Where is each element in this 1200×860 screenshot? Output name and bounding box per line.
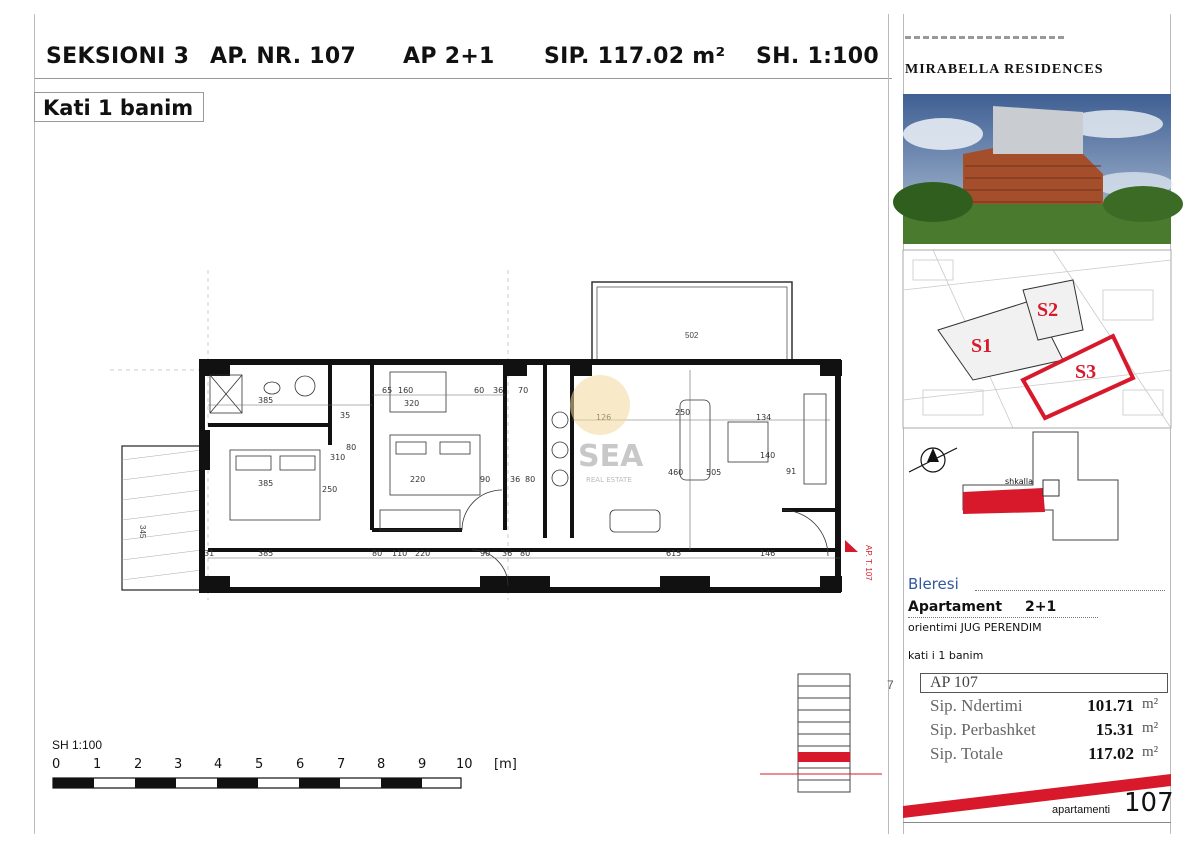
orientation-marker-icon — [845, 540, 858, 552]
dim-top-5: 36 — [493, 386, 504, 395]
scale-tick-3: 3 — [174, 757, 183, 772]
scale-unit: [m] — [494, 757, 517, 772]
scale-tick-9: 9 — [418, 757, 427, 772]
dim-top-2: 160 — [398, 386, 414, 395]
dim-bot-8: 615 — [666, 549, 682, 558]
area-row-label-2: Sip. Perbashket — [930, 720, 1036, 739]
area-row-unit-1: m² — [1142, 696, 1159, 712]
apartment-underline — [908, 617, 1098, 618]
dim-top-1: 385 — [258, 396, 274, 405]
dim-mid-12: 80 — [346, 443, 357, 452]
scale-tick-8: 8 — [377, 757, 386, 772]
header-type: AP 2+1 — [403, 44, 495, 69]
orientation-label: AP. T. 107 — [864, 545, 873, 581]
area-row-label-3: Sip. Totale — [930, 744, 1004, 763]
scale-tick-2: 2 — [134, 757, 143, 772]
dim-top-8: 250 — [675, 408, 691, 417]
frame-middle-line — [888, 14, 889, 834]
dim-mid-10: 91 — [786, 467, 797, 476]
dim-bot-3: 110 — [392, 549, 408, 558]
ap-number: AP 107 — [930, 674, 978, 691]
scale-tick-4: 4 — [214, 757, 223, 772]
area-row-value-2: 15.31 — [1095, 720, 1134, 739]
area-row-value-1: 101.71 — [1087, 696, 1134, 715]
dim-top-9: 134 — [756, 413, 772, 422]
header-apartment-nr: AP. NR. 107 — [210, 44, 357, 69]
area-row-value-3: 117.02 — [1088, 744, 1134, 763]
floor-plan — [100, 260, 873, 620]
building-rendering-image — [903, 94, 1171, 244]
scale-tick-1: 1 — [93, 757, 102, 772]
floor-key-plan — [903, 430, 1171, 550]
frame-bottom-line — [903, 822, 1171, 823]
area-row-unit-2: m² — [1142, 720, 1159, 736]
header-section: SEKSIONI 3 — [46, 44, 190, 69]
scale-tick-5: 5 — [255, 757, 264, 772]
dim-bot-10: 31 — [204, 549, 215, 558]
dim-mid-3: 220 — [410, 475, 426, 484]
watermark-text: SEA — [578, 439, 644, 474]
footer-label: apartamenti — [1052, 804, 1111, 816]
site-plan-map — [903, 250, 1171, 428]
scale-bar — [52, 776, 464, 792]
dim-mid-4: 90 — [480, 475, 491, 484]
dim-top-11: 35 — [340, 411, 351, 420]
compass-icon — [909, 448, 957, 472]
stair-label: shkalla — [1005, 477, 1033, 486]
scale-tick-7: 7 — [337, 757, 346, 772]
buyer-field[interactable] — [975, 590, 1165, 591]
frame-left-line — [34, 14, 35, 834]
dim-mid-1: 385 — [258, 479, 274, 488]
dim-balcony: 502 — [685, 331, 699, 340]
dim-left-balcony: 345 — [138, 525, 147, 539]
dim-mid-2: 250 — [322, 485, 338, 494]
brand-top-rule — [905, 36, 1065, 39]
dim-bot-6: 36 — [502, 549, 513, 558]
scale-tick-10: 10 — [456, 757, 473, 772]
scale-tick-0: 0 — [52, 757, 61, 772]
dim-bot-5: 90 — [480, 549, 491, 558]
area-row-unit-3: m² — [1142, 744, 1159, 760]
dim-bot-4: 220 — [415, 549, 431, 558]
scale-tick-6: 6 — [296, 757, 305, 772]
dim-top-4: 60 — [474, 386, 485, 395]
dim-top-6: 70 — [518, 386, 529, 395]
dim-mid-6: 80 — [525, 475, 536, 484]
dim-mid-7: 460 — [668, 468, 684, 477]
dim-bot-1: 385 — [258, 549, 274, 558]
apartment-label: Apartament — [908, 599, 1003, 615]
dim-mid-5: 36 — [510, 475, 521, 484]
site-label-s2: S2 — [1037, 299, 1059, 321]
dim-top-3: 320 — [404, 399, 420, 408]
site-label-s1: S1 — [971, 335, 993, 357]
scale-bar-title: SH 1:100 — [52, 738, 103, 752]
dim-mid-8: 505 — [706, 468, 722, 477]
site-label-s3: S3 — [1075, 361, 1097, 383]
side-mark: 7 — [887, 678, 894, 692]
area-row-label-1: Sip. Ndertimi — [930, 696, 1023, 715]
dim-mid-9: 140 — [760, 451, 776, 460]
dim-top-10: 65 — [382, 386, 393, 395]
dim-mid-11: 310 — [330, 453, 346, 462]
dim-bot-7: 80 — [520, 549, 531, 558]
frame-top-line — [34, 78, 892, 79]
footer-number: 107 — [1124, 788, 1174, 818]
buyer-label: Bleresi — [908, 575, 959, 593]
floor-text: kati i 1 banim — [908, 649, 984, 662]
watermark-sub: REAL ESTATE — [586, 476, 632, 484]
header-area: SIP. 117.02 m² — [544, 44, 726, 69]
building-section-diagram — [760, 668, 885, 798]
header-scale: SH. 1:100 — [756, 44, 880, 69]
orientation-text: orientimi JUG PERENDIM — [908, 621, 1042, 634]
floor-label: Kati 1 banim — [34, 92, 204, 122]
brand-title: MIRABELLA RESIDENCES — [905, 62, 1104, 77]
apartment-type: 2+1 — [1025, 599, 1057, 615]
dim-bot-9: 146 — [760, 549, 776, 558]
dim-bot-2: 80 — [372, 549, 383, 558]
